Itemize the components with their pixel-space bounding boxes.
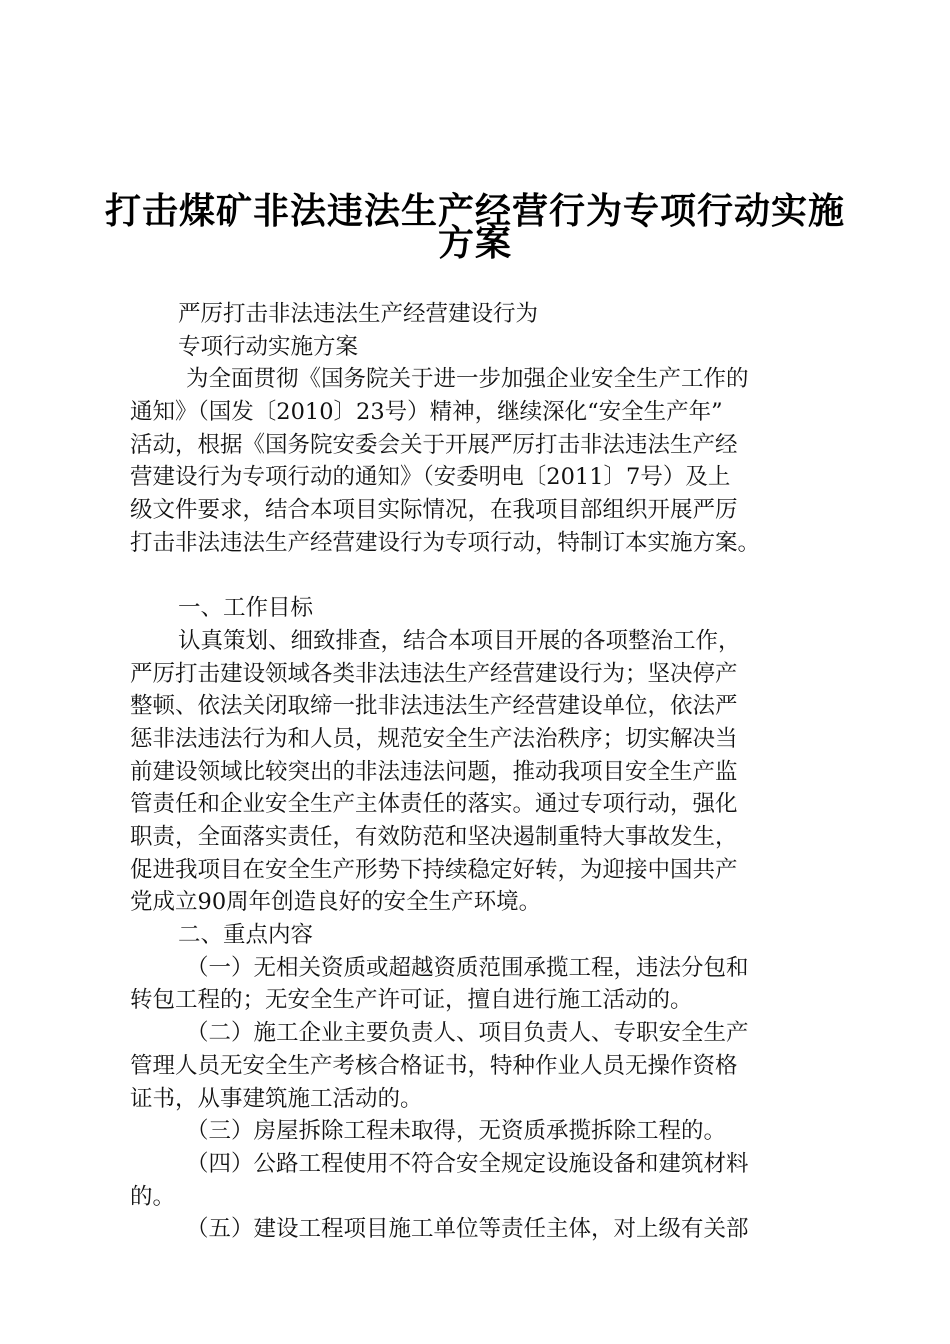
body-line: 职责，全面落实责任，有效防范和坚决遏制重特大事故发生，	[130, 824, 738, 850]
body-line: 二、重点内容	[178, 922, 314, 949]
body-line: 的。	[130, 1183, 176, 1210]
body-line: 转包工程的；无安全生产许可证，擅自进行施工活动的。	[130, 987, 693, 1014]
body-line: （二）施工企业主要负责人、项目负责人、专职安全生产	[186, 1020, 749, 1047]
document-title-line-2: 方案	[437, 223, 512, 264]
body-line: 管理人员无安全生产考核合格证书，特种作业人员无操作资格	[130, 1052, 738, 1079]
body-line: 严厉打击建设领域各类非法违法生产经营建设行为；坚决停产	[130, 660, 738, 687]
body-line: 证书，从事建筑施工活动的。	[130, 1085, 423, 1112]
body-line: 打击非法违法生产经营建设行为专项行动，特制订本实施方案。	[130, 529, 761, 556]
body-line: 通知》（国发〔2010〕23号）精神，继续深化“安全生产年”	[130, 399, 723, 426]
body-line: 严厉打击非法违法生产经营建设行为	[178, 301, 539, 327]
body-line: （三）房屋拆除工程未取得，无资质承揽拆除工程的。	[186, 1118, 727, 1145]
body-line: 惩非法违法行为和人员，规范安全生产法治秩序；切实解决当	[130, 725, 738, 752]
body-line: 促进我项目在安全生产形势下持续稳定好转，为迎接中国共产	[130, 856, 738, 883]
body-line: 认真策划、细致排查，结合本项目开展的各项整治工作，	[178, 627, 741, 654]
body-line: 活动，根据《国务院安委会关于开展严厉打击非法违法生产经	[130, 431, 738, 458]
body-line: （五）建设工程项目施工单位等责任主体，对上级有关部	[186, 1216, 749, 1243]
body-line: 专项行动实施方案	[178, 333, 359, 360]
body-line: 为全面贯彻《国务院关于进一步加强企业安全生产工作的	[186, 366, 749, 393]
document-body	[130, 298, 830, 1246]
body-line: （四）公路工程使用不符合安全规定设施设备和建筑材料	[186, 1150, 749, 1177]
body-line: 一、工作目标	[178, 595, 314, 622]
blank-line	[130, 560, 830, 593]
body-line: 党成立90周年创造良好的安全生产环境。	[130, 889, 542, 916]
body-line: 管责任和企业安全生产主体责任的落实。通过专项行动，强化	[130, 791, 738, 818]
body-line: 级文件要求，结合本项目实际情况，在我项目部组织开展严厉	[130, 497, 738, 524]
document-title-line-1: 打击煤矿非法违法生产经营行为专项行动实施	[104, 191, 845, 232]
body-line: 营建设行为专项行动的通知》（安委明电〔2011〕7号）及上	[130, 464, 731, 491]
body-line: 前建设领域比较突出的非法违法问题，推动我项目安全生产监	[130, 758, 738, 785]
body-line: 整顿、依法关闭取缔一批非法违法生产经营建设单位，依法严	[130, 693, 738, 720]
body-line: （一）无相关资质或超越资质范围承揽工程，违法分包和	[186, 954, 749, 981]
